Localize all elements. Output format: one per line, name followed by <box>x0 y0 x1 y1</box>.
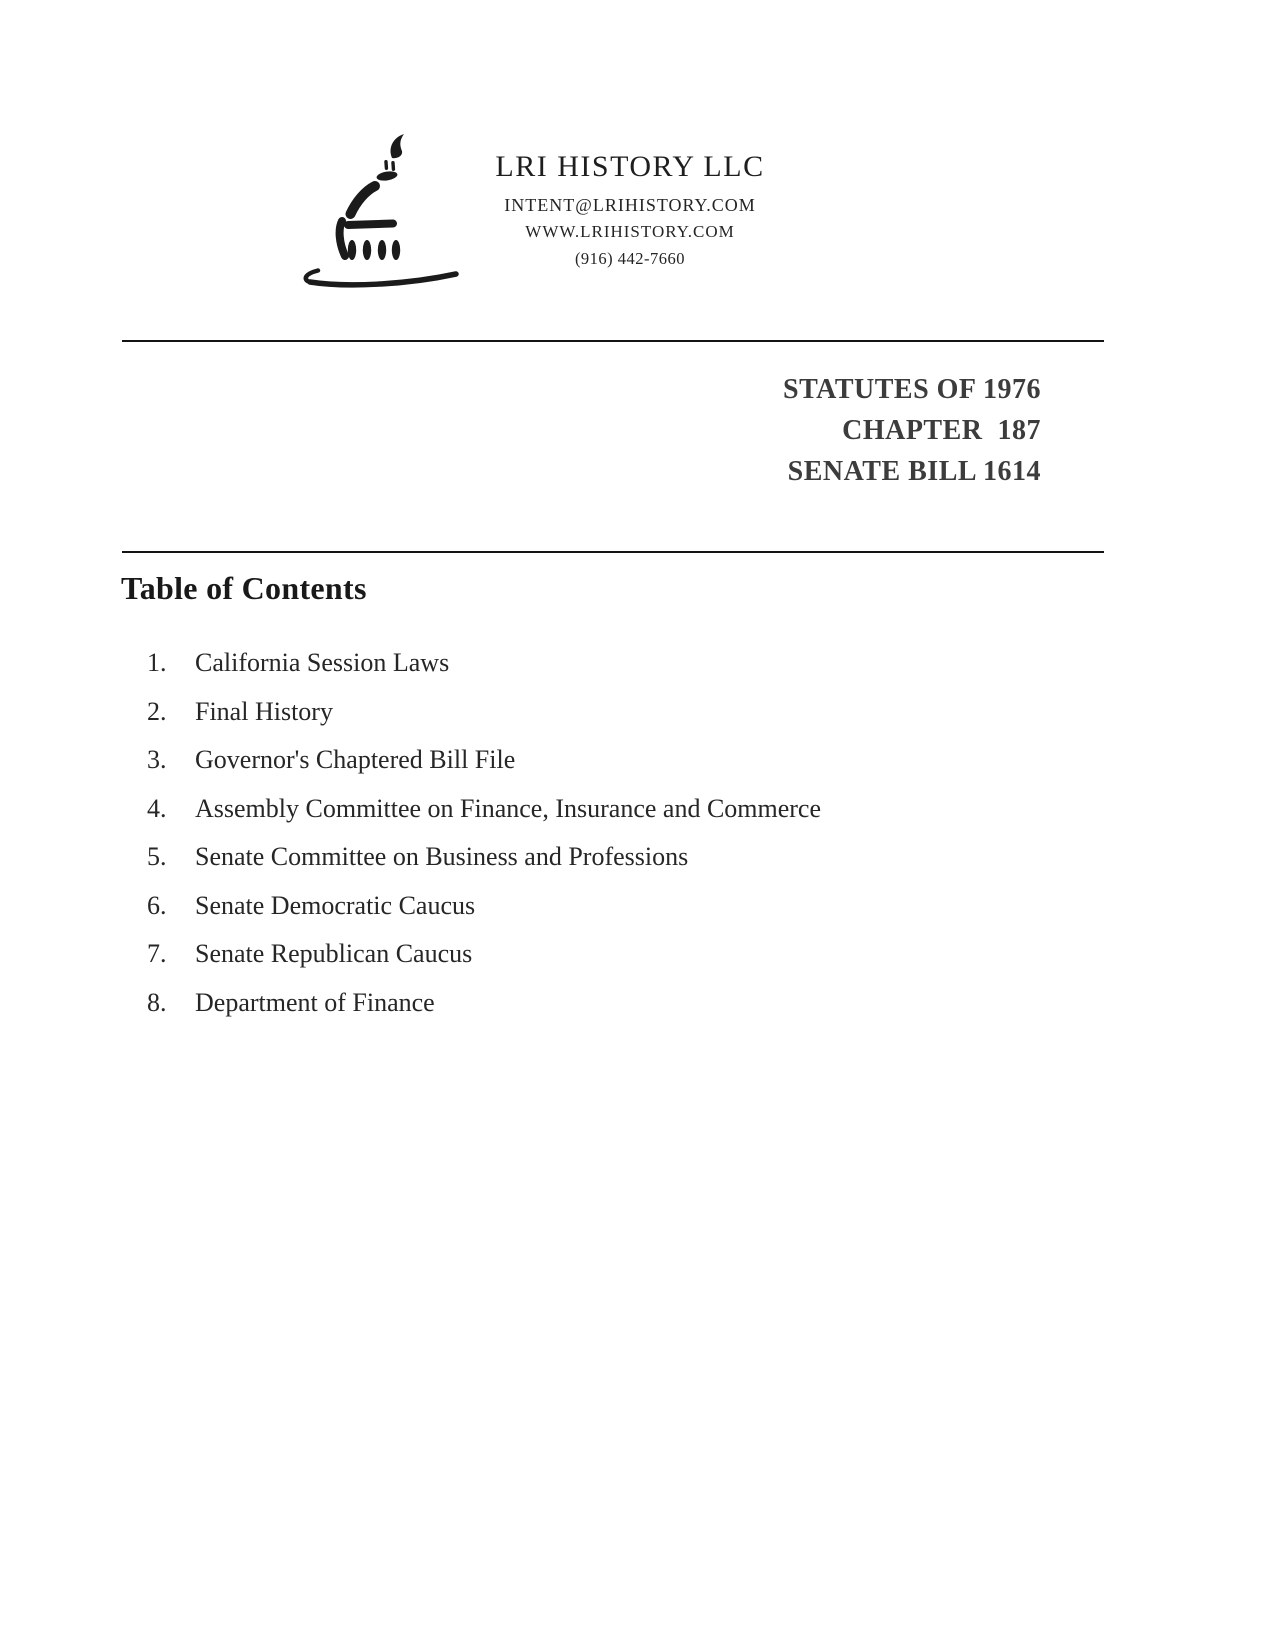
toc-item-senate-committee-business <box>147 843 1127 870</box>
toc-item-label: Governor's Chaptered Bill File <box>195 745 516 774</box>
toc-item-label: Senate Democratic Caucus <box>195 890 476 920</box>
toc-item-senate-democratic-caucus <box>147 892 1127 919</box>
contact-phone: (916) 442-7660 <box>574 249 686 268</box>
toc-item-number: 7. <box>147 939 167 968</box>
toc-item-number: 4. <box>147 793 167 823</box>
toc-item-number: 5. <box>147 842 167 871</box>
toc-item-number: 3. <box>147 745 167 774</box>
statute-reference-block <box>783 369 1041 492</box>
company-name: LRI HISTORY LLC <box>495 150 765 183</box>
toc-item-label: Senate Committee on Business and Professions <box>195 842 689 871</box>
toc-item-governors-chaptered-bill-file <box>147 746 1127 773</box>
toc-item-california-session-laws <box>147 649 1127 676</box>
chapter-line: CHAPTER 187 <box>842 415 1041 446</box>
toc-item-label: Department of Finance <box>195 987 435 1017</box>
contact-email: INTENT@LRIHISTORY.COM <box>504 195 756 215</box>
bottom-divider-rule <box>122 551 1104 553</box>
statutes-of-line: STATUTES OF 1976 <box>783 374 1041 405</box>
letterhead <box>430 149 830 268</box>
contact-website: WWW.LRIHISTORY.COM <box>525 222 735 241</box>
toc-item-label: California Session Laws <box>195 648 450 677</box>
toc-item-assembly-committee-finance <box>147 795 1127 822</box>
toc-item-label: Senate Republican Caucus <box>195 939 473 968</box>
toc-list <box>147 649 1127 1037</box>
toc-title: Table of Contents <box>121 570 367 606</box>
toc-item-number: 8. <box>147 987 167 1017</box>
toc-item-label: Final History <box>195 696 333 726</box>
top-divider-rule <box>122 340 1104 342</box>
toc-item-final-history <box>147 698 1127 725</box>
toc-item-label: Assembly Committee on Finance, Insurance and Commerce <box>195 793 822 823</box>
toc-item-senate-republican-caucus <box>147 940 1127 967</box>
toc-item-number: 6. <box>147 890 167 920</box>
senate-bill-line: SENATE BILL 1614 <box>787 456 1041 487</box>
toc-item-number: 1. <box>147 648 167 677</box>
toc-item-number: 2. <box>147 696 167 726</box>
toc-item-department-of-finance <box>147 989 1127 1016</box>
